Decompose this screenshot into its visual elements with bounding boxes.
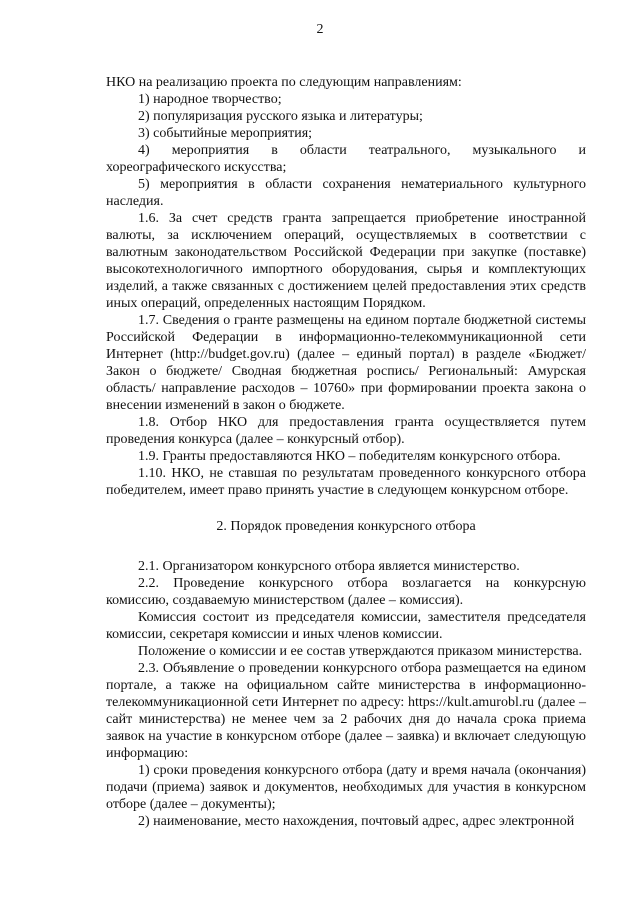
intro-paragraph: НКО на реализацию проекта по следующим направлениям: [106, 75, 462, 90]
commission-regulation-paragraph: Положение о комиссии и ее состав утверждаются приказом министерства. [138, 644, 583, 659]
direction-item: 3) событийные мероприятия; [138, 126, 313, 141]
clause-2-2: 2.2. Проведение конкурсного отбора возлагается на конкурсную комиссию, создаваемую министерством (далее – комиссия). [106, 576, 586, 608]
clause-2-1: 2.1. Организатором конкурсного отбора является министерство. [138, 559, 520, 574]
clause-1-10: 1.10. НКО, не ставшая по результатам проведенного конкурсного отбора победителем, имеет право принять участие в следующем конкурсном отборе. [106, 466, 586, 498]
direction-item: 2) популяризация русского языка и литературы; [138, 109, 423, 124]
section-heading: 2. Порядок проведения конкурсного отбора [216, 519, 476, 534]
page-number: 2 [316, 22, 324, 37]
direction-item: 1) народное творчество; [138, 92, 282, 107]
clause-1-6: 1.6. За счет средств гранта запрещается приобретение иностранной валюты, за исключением операций, осуществляемых в соответствии с валютным законодательством Российской Федерации при закупке (поставке) высокотехнологичного импортного оборудования, сырья и комплектующих изделий, а также связанных с достижением целей предоставления этих средств иных операций, определенных настоящим Порядком. [106, 211, 586, 311]
clause-1-8: 1.8. Отбор НКО для предоставления гранта осуществляется путем проведения конкурса (далее – конкурсный отбор). [106, 415, 586, 447]
announcement-item: 1) сроки проведения конкурсного отбора (дату и время начала (окончания) подачи (приема) заявок и документов, необходимых для участия в конкурсном отборе (далее – документы); [106, 763, 586, 812]
announcement-item: 2) наименование, место нахождения, почтовый адрес, адрес электронной [138, 814, 575, 829]
direction-item: 5) мероприятия в области сохранения нематериального культурного наследия. [106, 177, 586, 209]
commission-composition-paragraph: Комиссия состоит из председателя комиссии, заместителя председателя комиссии, секретаря комиссии и иных членов комиссии. [106, 610, 586, 642]
clause-1-7: 1.7. Сведения о гранте размещены на едином портале бюджетной системы Российской Федерации в информационно-телекоммуникационной сети Интернет (http://budget.gov.ru) (далее – единый портал) в разделе «Бюджет/ Закон о бюджете/ Сводная бюджетная роспись/ Региональный: Амурская область/ направление расходов – 10760» при формировании проекта закона о внесении изменений в закон о бюджете. [106, 313, 586, 413]
clause-2-3: 2.3. Объявление о проведении конкурсного отбора размещается на едином портале, а также на официальном сайте министерства в информационно-телекоммуникационной сети Интернет по адресу: https://kult.amurobl.ru (далее – сайт министерства) не менее чем за 2 рабочих дня до начала срока приема заявок на участие в конкурсном отборе (далее – заявка) и включает следующую информацию: [106, 661, 586, 761]
clause-1-9: 1.9. Гранты предоставляются НКО – победителям конкурсного отбора. [138, 449, 561, 464]
direction-item: 4) мероприятия в области театрального, музыкального и хореографического искусства; [106, 143, 586, 175]
document-body [106, 74, 586, 830]
